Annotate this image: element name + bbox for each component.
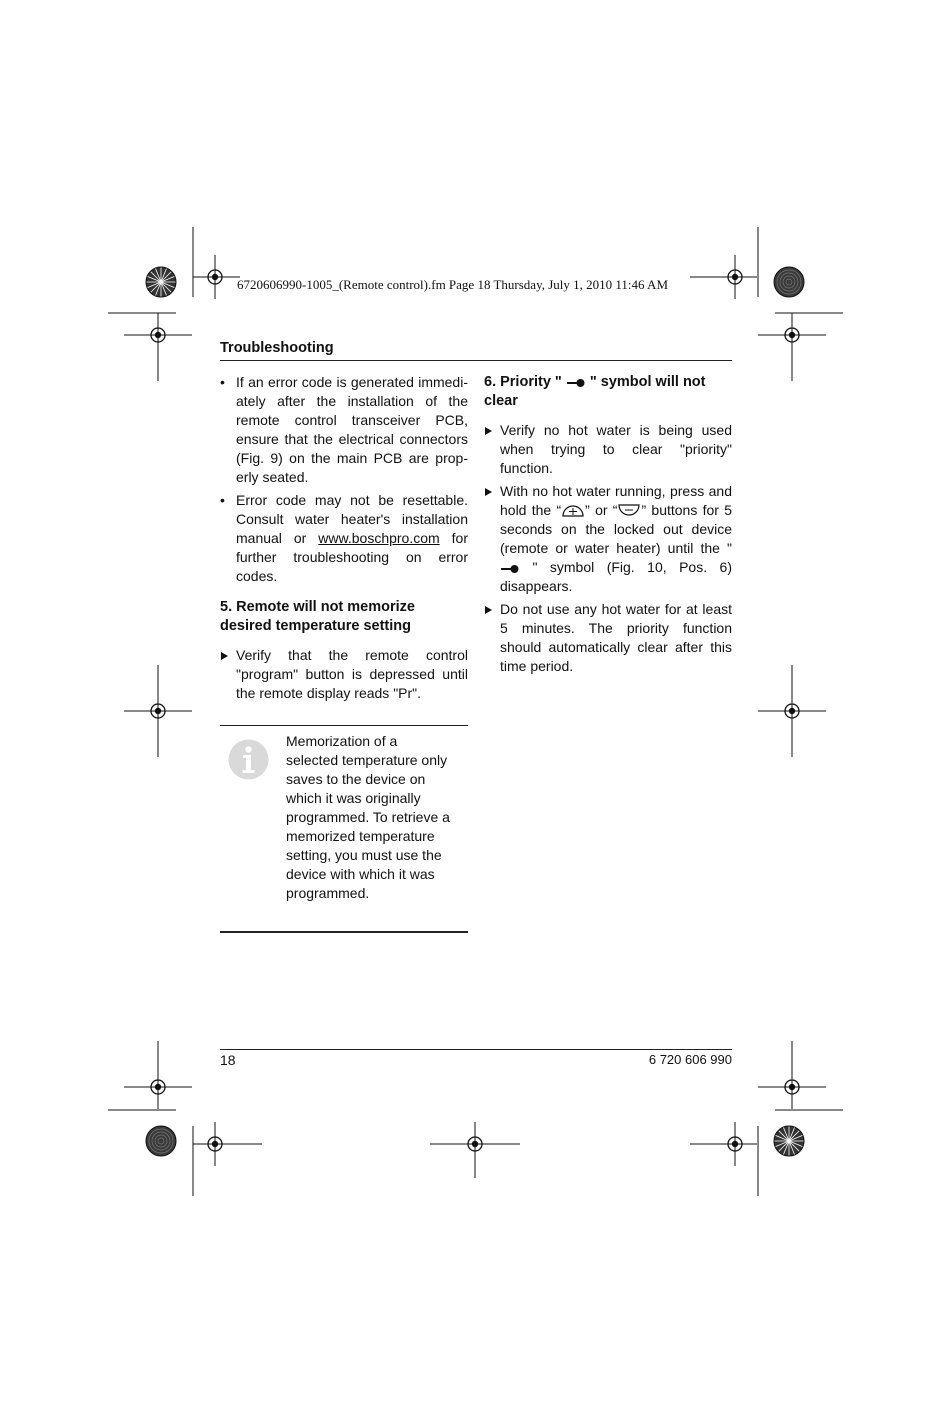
info-icon bbox=[228, 739, 269, 780]
step-text: ” buttons for 5 seconds on the locked out device (remote or water heater) until the " bbox=[500, 502, 732, 556]
plus-button-icon bbox=[561, 503, 585, 518]
note-bottom-rule bbox=[220, 931, 468, 933]
bullet-item bbox=[220, 373, 468, 487]
boschpro-link[interactable]: www.boschpro.com bbox=[318, 530, 440, 546]
document-number: 6 720 606 990 bbox=[648, 1052, 732, 1067]
step-text: Verify no hot water is being used when trying to clear "priority" function. bbox=[500, 422, 732, 476]
heading-text: " symbol will not clear bbox=[484, 374, 706, 409]
step-item bbox=[220, 646, 468, 703]
file-slug-line: 6720606990-1005_(Remote control).fm Page 18 Thursday, July 1, 2010 11:46 AM bbox=[237, 277, 669, 292]
bullet-dot-icon: • bbox=[220, 374, 225, 390]
bullet-dot-icon: • bbox=[220, 492, 225, 508]
minus-button-icon bbox=[617, 503, 641, 518]
bullet-text: Error code may not be resettable. Consult water heater's installation manual or bbox=[236, 492, 468, 546]
bullet-item bbox=[220, 491, 468, 586]
page-section-title: Troubleshooting bbox=[220, 340, 334, 356]
bullet-text: for further troubleshooting on error codes. bbox=[236, 530, 468, 584]
section-6-heading bbox=[484, 373, 732, 411]
page-number: 18 bbox=[220, 1052, 236, 1068]
bullet-text: If an error code is generated immedi-ately after the installation of the remote control transceiver PCB, ensure that the electrical connectors (Fig. 9) on the main PCB are prop-erly seated. bbox=[236, 374, 468, 485]
step-arrow-icon bbox=[485, 488, 492, 496]
note-top-rule bbox=[220, 725, 468, 726]
step-item bbox=[484, 600, 732, 676]
left-column bbox=[220, 373, 468, 703]
step-text: With no hot water running, press and hold the “ bbox=[500, 483, 732, 518]
step-text: ” or “ bbox=[585, 502, 618, 518]
step-text: Do not use any hot water for at least 5 minutes. The priority function should automatically clear after this time period. bbox=[500, 601, 732, 674]
note-text: Memorization of a selected temperature only saves to the device on which it was originally programmed. To retrieve a memorized temperature setting, you must use the device with which it was programmed. bbox=[286, 733, 450, 901]
priority-key-icon bbox=[500, 563, 520, 575]
right-column bbox=[484, 373, 732, 676]
step-text: Verify that the remote control "program" button is depressed until the remote display reads "Pr". bbox=[236, 647, 468, 701]
header-rule bbox=[220, 360, 732, 361]
step-item bbox=[484, 421, 732, 478]
footer-rule bbox=[220, 1049, 732, 1050]
step-text: " symbol (Fig. 10, Pos. 6) disappears. bbox=[500, 559, 732, 594]
step-arrow-icon bbox=[485, 606, 492, 614]
step-arrow-icon bbox=[485, 427, 492, 435]
step-item bbox=[484, 482, 732, 596]
step-arrow-icon bbox=[221, 652, 228, 660]
section-5-heading: 5. Remote will not memorize desired temperature setting bbox=[220, 599, 415, 634]
heading-text: 6. Priority " bbox=[484, 374, 566, 390]
priority-key-icon bbox=[566, 377, 586, 389]
